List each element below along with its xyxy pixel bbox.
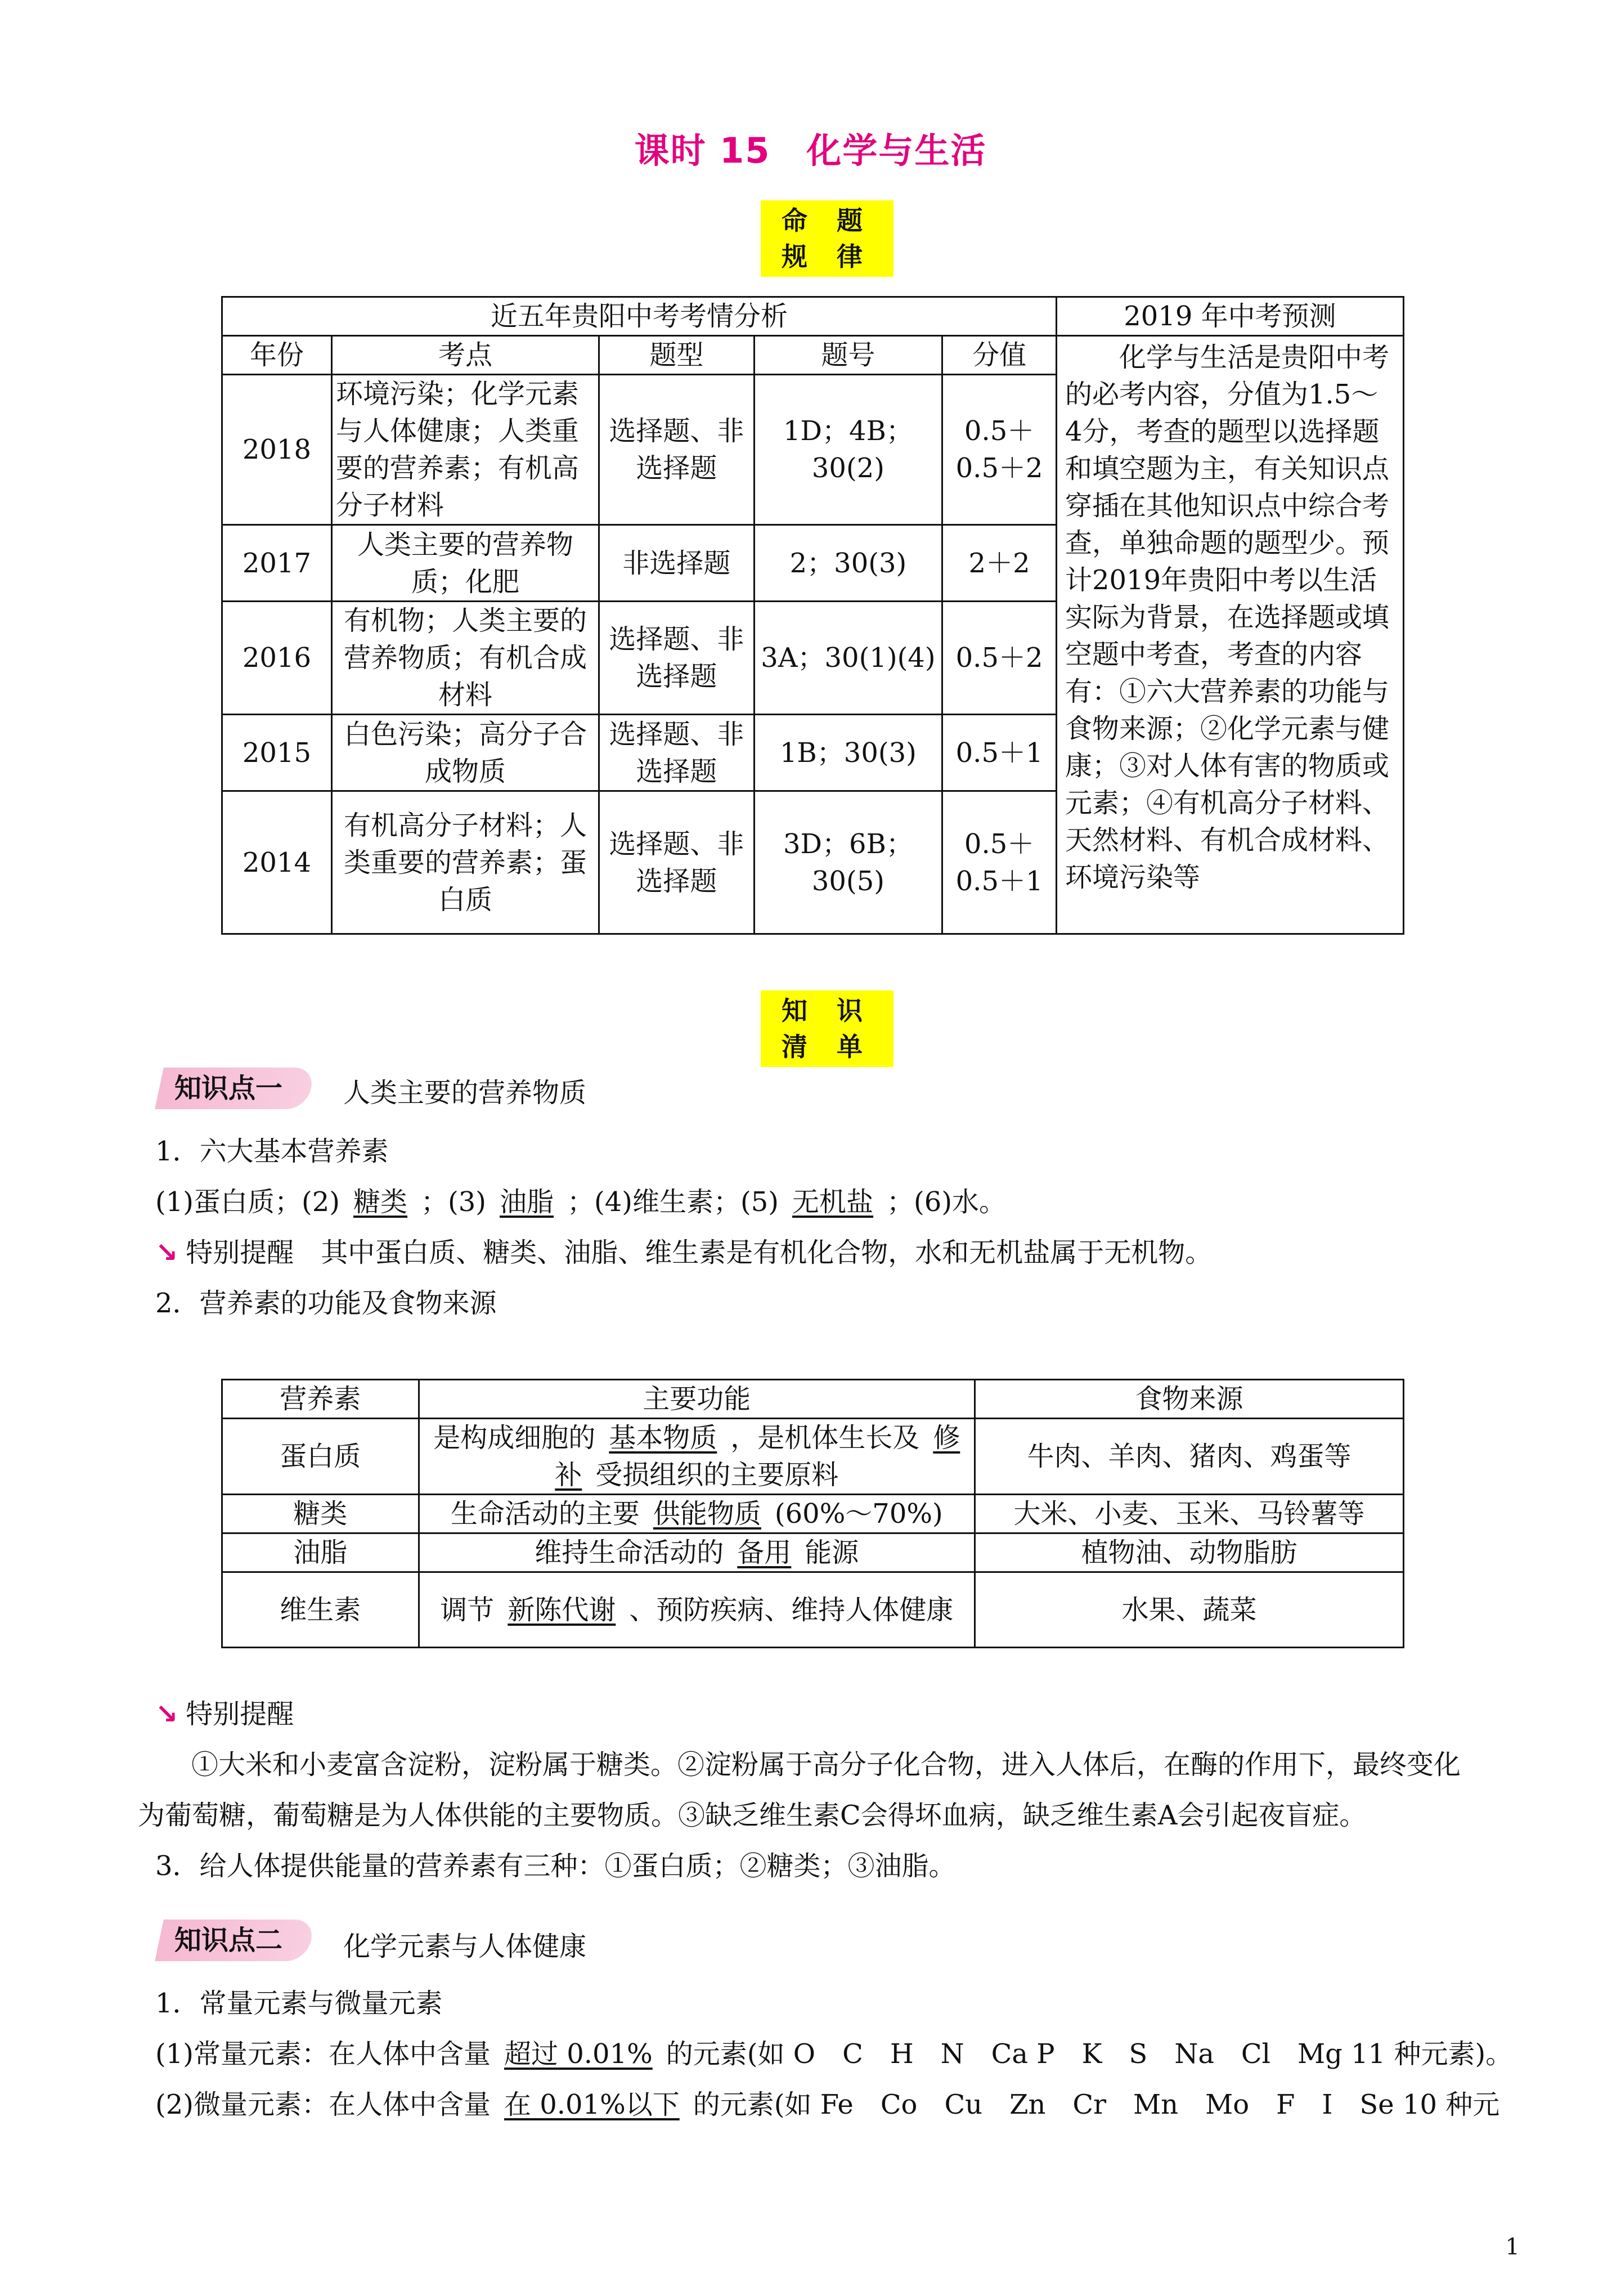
- kp1-s1: 1．六大基本营养素: [155, 1136, 389, 1167]
- text: (1)常量元素：在人体中含量: [155, 2038, 491, 2070]
- answer-blank: 备用: [737, 1537, 792, 1568]
- table-row: [222, 1419, 1404, 1495]
- col-source: 食物来源: [975, 1380, 1404, 1419]
- cell-score: 0.5＋0.5＋1: [942, 791, 1057, 934]
- answer-blank: 油脂: [500, 1186, 554, 1218]
- col-year: 年份: [222, 336, 332, 375]
- cell-score: 0.5＋1: [942, 715, 1057, 791]
- cell-source: 植物油、动物脂肪: [975, 1533, 1404, 1572]
- table-row: [222, 1572, 1404, 1648]
- answer-blank: 糖类: [353, 1186, 408, 1218]
- text: 维持生命活动的: [535, 1537, 724, 1568]
- cell-year: 2018: [222, 375, 332, 525]
- heading-zhishi-qingdan: 知 识 清 单: [761, 990, 893, 1067]
- cell-type: 选择题、非选择题: [599, 602, 755, 715]
- text: (2)微量元素：在人体中含量: [155, 2089, 491, 2120]
- cell-nutrient: 油脂: [222, 1533, 419, 1572]
- text: 调节: [440, 1594, 495, 1626]
- cell-num: 3A；30(1)(4): [754, 602, 942, 715]
- text: ；(4)维生素；(5): [567, 1186, 779, 1218]
- col-num: 题号: [754, 336, 942, 375]
- cell-nutrient: 蛋白质: [222, 1419, 419, 1495]
- arrow-icon: ↘: [155, 1237, 178, 1268]
- answer-blank: 在 0.01%以下: [504, 2089, 680, 2120]
- cell-points: 环境污染；化学元素与人体健康；人类重要的营养素；有机高分子材料: [331, 375, 599, 525]
- cell-function: [419, 1495, 975, 1533]
- answer-blank: 供能物质: [653, 1498, 761, 1530]
- cell-function: [419, 1572, 975, 1648]
- cell-num: 1D；4B；30(2): [754, 375, 942, 525]
- text: (60%～70%): [774, 1498, 943, 1530]
- cell-type: 选择题、非选择题: [599, 791, 755, 934]
- text: 的元素(如 Fe Co Cu Zn Cr Mn Mo F I Se 10 种元: [693, 2089, 1500, 2120]
- tip-label: 特别提醒: [186, 1698, 294, 1730]
- cell-function: [419, 1533, 975, 1572]
- col-score: 分值: [942, 336, 1057, 375]
- kp2-s1: 1．常量元素与微量元素: [155, 1988, 443, 2019]
- tip-text: 其中蛋白质、糖类、油脂、维生素是有机化合物，水和无机盐属于无机物。: [321, 1237, 1213, 1268]
- cell-year: 2014: [222, 791, 332, 934]
- kp1-tag: 知识点一: [174, 1073, 283, 1104]
- table-header-left: 近五年贵阳中考考情分析: [222, 297, 1057, 336]
- page-number: 1: [1505, 2234, 1520, 2260]
- cell-type: 非选择题: [599, 525, 755, 602]
- text: (1)蛋白质；(2): [155, 1186, 340, 1218]
- cell-nutrient: 糖类: [222, 1495, 419, 1533]
- answer-blank: 新陈代谢: [508, 1594, 616, 1626]
- col-nutrient: 营养素: [222, 1380, 419, 1419]
- kp1-tip2-l2: 为葡萄糖，葡萄糖是为人体供能的主要物质。③缺乏维生素C会得坏血病，缺乏维生素A会引起夜盲症。: [138, 1800, 1367, 1831]
- answer-blank: 修补: [555, 1422, 960, 1491]
- kp1-tip2-line: [155, 1694, 294, 1734]
- cell-year: 2016: [222, 602, 332, 715]
- cell-source: 大米、小麦、玉米、马铃薯等: [975, 1495, 1404, 1533]
- page-title: 课时 15 化学与生活: [634, 130, 987, 171]
- text: 的元素(如 O C H N Ca P K S Na Cl Mg 11 种元素)。: [666, 2038, 1513, 2070]
- cell-points: 人类主要的营养物质；化肥: [331, 525, 599, 602]
- kp1-tip2-l1: ①大米和小麦富含淀粉，淀粉属于糖类。②淀粉属于高分子化合物，进入人体后，在酶的作用下，最终变化: [191, 1749, 1461, 1781]
- kp2-title: 化学元素与人体健康: [343, 1931, 587, 1962]
- kp1-s2: 2．营养素的功能及食物来源: [155, 1288, 497, 1319]
- text: ；(6)水。: [887, 1186, 1007, 1218]
- cell-type: 选择题、非选择题: [599, 715, 755, 791]
- arrow-icon: ↘: [155, 1698, 178, 1730]
- prediction-text: 化学与生活是贵阳中考的必考内容，分值为1.5～4分，考查的题型以选择题和填空题为主，有关知识点穿插在其他知识点中综合考查，单独命题的题型少。预计2019年贵阳中考以生活实际为背景，在选择题或填空题中考查，考查的内容有：①六大营养素的功能与食物来源；②化学元素与健康；③对人体有害的物质或元素；④有机高分子材料、天然材料、有机合成材料、环境污染等: [1056, 336, 1403, 934]
- cell-year: 2015: [222, 715, 332, 791]
- kp2-l2: [155, 2084, 1499, 2125]
- tip-label: 特别提醒: [186, 1237, 294, 1268]
- table-row: [222, 1495, 1404, 1533]
- heading-mingti-guilv: 命 题 规 律: [761, 200, 893, 277]
- kp1-title: 人类主要的营养物质: [343, 1077, 587, 1109]
- cell-year: 2017: [222, 525, 332, 602]
- cell-nutrient: 维生素: [222, 1572, 419, 1648]
- col-function: 主要功能: [419, 1380, 975, 1419]
- table-row: [222, 1533, 1404, 1572]
- cell-score: 2＋2: [942, 525, 1057, 602]
- text: 受损组织的主要原料: [595, 1459, 839, 1491]
- answer-blank: 超过 0.01%: [504, 2038, 653, 2070]
- cell-source: 水果、蔬菜: [975, 1572, 1404, 1648]
- cell-num: 2；30(3): [754, 525, 942, 602]
- answer-blank: 无机盐: [792, 1186, 874, 1218]
- answer-blank: 基本物质: [609, 1422, 717, 1454]
- text: 是构成细胞的: [433, 1422, 596, 1454]
- col-points: 考点: [331, 336, 599, 375]
- cell-score: 0.5＋0.5＋2: [942, 375, 1057, 525]
- kp1-nutrients-line: [155, 1182, 1006, 1222]
- cell-points: 有机物；人类主要的营养物质；有机合成材料: [331, 602, 599, 715]
- text: 生命活动的主要: [450, 1498, 640, 1530]
- col-type: 题型: [599, 336, 755, 375]
- text: ，是机体生长及: [730, 1422, 920, 1454]
- cell-function: [419, 1419, 975, 1495]
- kp2-l1: [155, 2034, 1512, 2074]
- cell-points: 白色污染；高分子合成物质: [331, 715, 599, 791]
- cell-num: 3D；6B；30(5): [754, 791, 942, 934]
- cell-points: 有机高分子材料；人类重要的营养素；蛋白质: [331, 791, 599, 934]
- text: 能源: [805, 1537, 859, 1568]
- kp1-tip-line: [155, 1232, 1212, 1273]
- cell-score: 0.5＋2: [942, 602, 1057, 715]
- text: 、预防疾病、维持人体健康: [629, 1594, 954, 1626]
- cell-source: 牛肉、羊肉、猪肉、鸡蛋等: [975, 1419, 1404, 1495]
- nutrient-function-table: [221, 1379, 1404, 1648]
- cell-num: 1B；30(3): [754, 715, 942, 791]
- exam-analysis-table: [221, 296, 1404, 935]
- text: ；(3): [421, 1186, 487, 1218]
- table-header-right: 2019 年中考预测: [1056, 297, 1403, 336]
- kp1-s3: 3．给人体提供能量的营养素有三种：①蛋白质；②糖类；③油脂。: [155, 1850, 956, 1882]
- kp2-tag: 知识点二: [174, 1925, 283, 1956]
- cell-type: 选择题、非选择题: [599, 375, 755, 525]
